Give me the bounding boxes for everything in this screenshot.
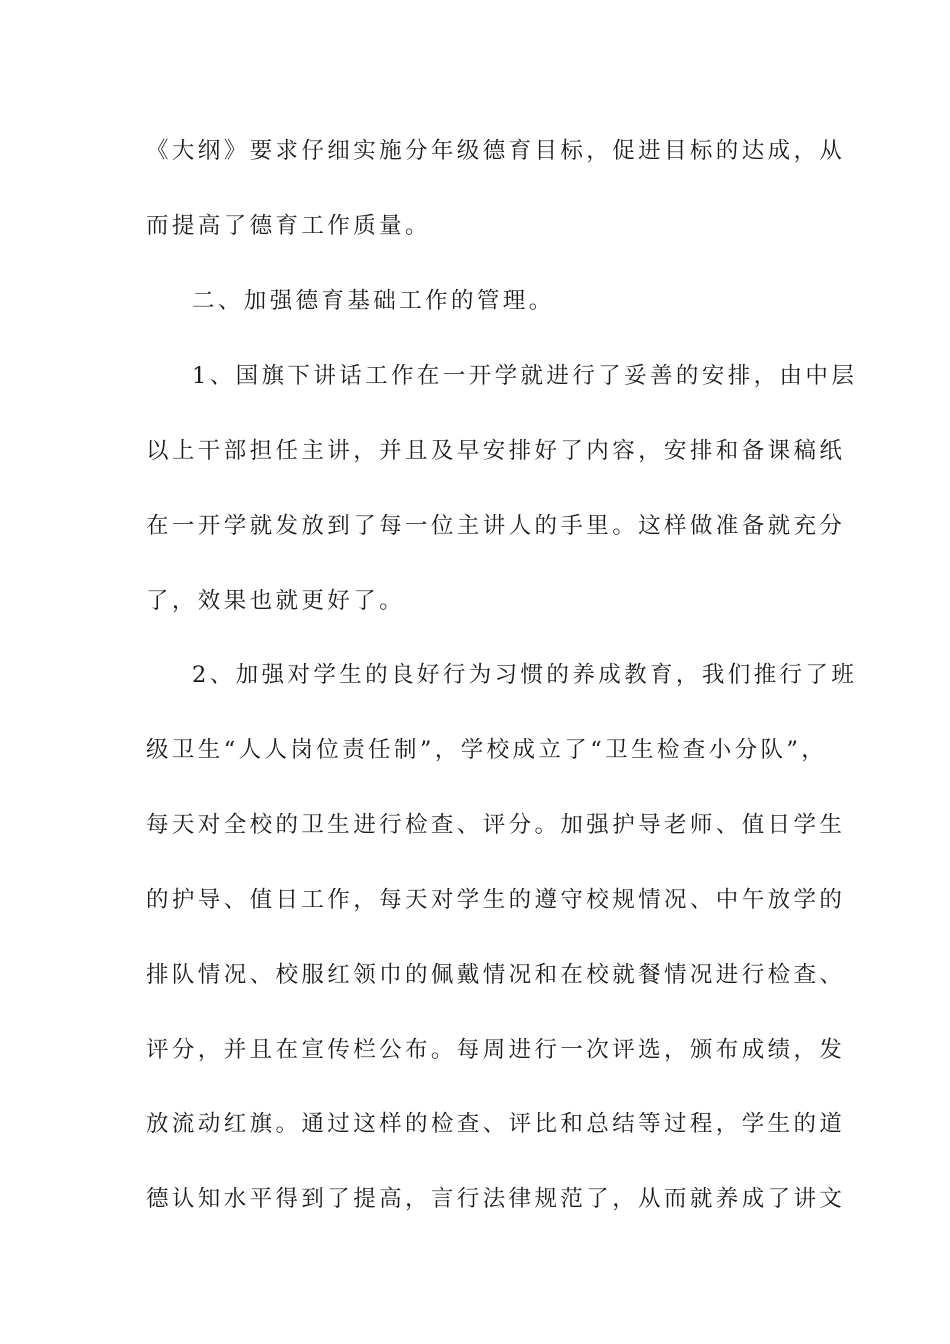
section-heading: 二、加强德育基础工作的管理。 [192,288,555,314]
paragraph-line: 排队情况、校服红领巾的佩戴情况和在校就餐情况进行检查、 [146,962,846,988]
paragraph-line: 以上干部担任主讲，并且及早安排好了内容，安排和备课稿纸 [146,438,846,464]
paragraph-line: 而提高了德育工作质量。 [146,213,431,239]
paragraph-line: 《大纲》要求仔细实施分年级德育目标，促进目标的达成，从 [146,138,846,164]
paragraph-line: 的护导、值日工作，每天对学生的遵守校规情况、中午放学的 [146,887,846,913]
paragraph-line: 在一开学就发放到了每一位主讲人的手里。这样做准备就充分 [146,513,846,539]
paragraph-line: 了，效果也就更好了。 [146,588,406,614]
paragraph-line: 评分，并且在宣传栏公布。每周进行一次评选，颁布成绩，发 [146,1037,846,1063]
paragraph-line: 放流动红旗。通过这样的检查、评比和总结等过程，学生的道 [146,1111,846,1137]
paragraph-line: 1、国旗下讲话工作在一开学就进行了妥善的安排，由中层 [192,363,858,389]
paragraph-line: 每天对全校的卫生进行检查、评分。加强护导老师、值日学生 [146,812,846,838]
paragraph-line: 2、加强对学生的良好行为习惯的养成教育，我们推行了班 [192,662,858,688]
paragraph-line: 德认知水平得到了提高，言行法律规范了，从而就养成了讲文 [146,1186,846,1212]
paragraph-line: 级卫生“人人岗位责任制”，学校成立了“卫生检查小分队”， [146,737,828,763]
